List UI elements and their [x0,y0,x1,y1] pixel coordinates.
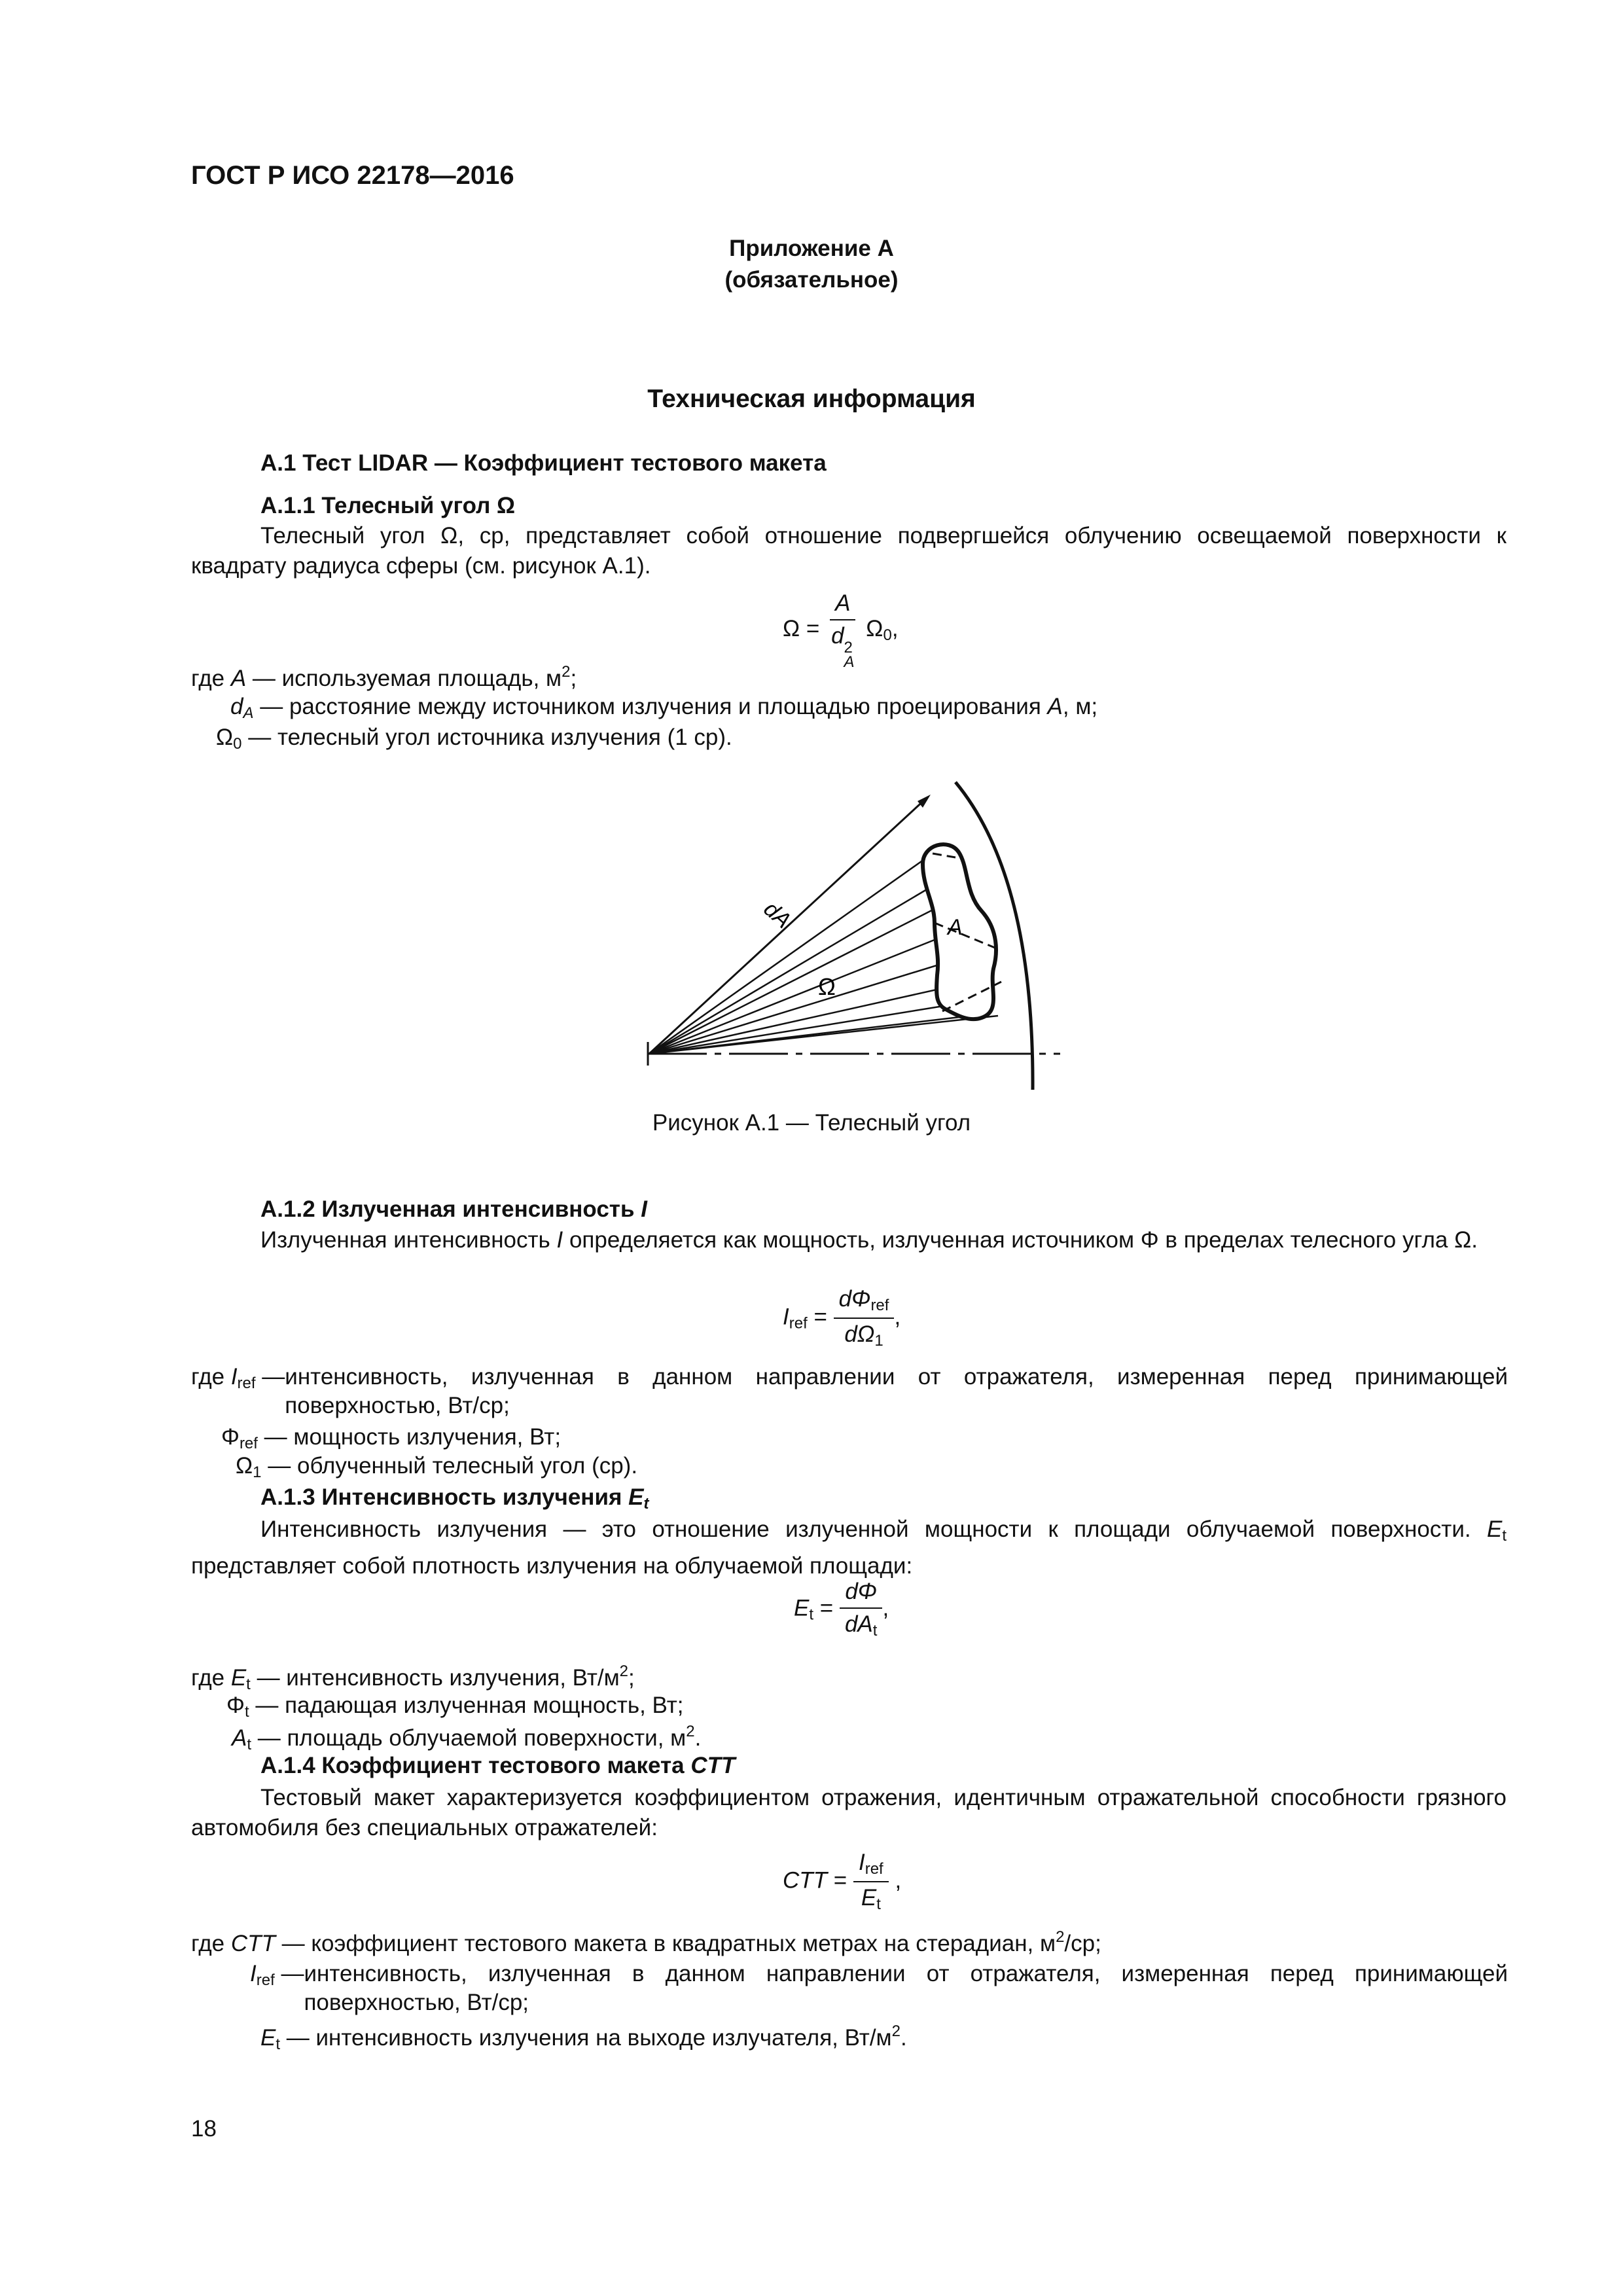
section-a12-title: А.1.2 Излученная интенсивность I [260,1196,647,1222]
formula-fraction: $\frac{d\Phi_{ref}}{d\Omega_1}$ [834,1286,895,1350]
where-row: $E_t$ — интенсивность излучения на выходе излучателя, $Вт/м^2$. [260,2022,907,2053]
where-row: $\Omega_0$ — телесный угол источника излучения (1 ср). [216,725,732,753]
section-a11-title: А.1.1 Телесный угол Ω [260,493,516,518]
where-row: где $I_{ref}$ — интенсивность, излученная в данном направлении от отражателя, измеренная перед принимающей поверхностью, Вт/ср; [191,1363,1508,1420]
formula-ctt: CTT = $\frac{I_{ref}}{E_t}$ , [783,1850,902,1913]
section-a13-title: А.1.3 Интенсивность излучения $E_t$ [260,1484,649,1513]
where-row: где $E_t$ — интенсивность излучения, $Вт/м^2$; [191,1662,635,1693]
formula-fraction: $\frac{I_{ref}}{E_t}$ [853,1850,889,1914]
label-dA: dA [758,896,796,933]
where-row: $I_{ref}$ — интенсивность, излученная в данном направлении от отражателя, измеренная перед принимающей поверхностью, Вт/ср; [250,1960,1508,2017]
formula-lhs: Ω = [783,615,820,641]
formula-numerator: A [835,590,851,616]
where-row: $\Phi_{ref}$ — мощность излучения, Вт; [221,1424,562,1452]
section-a12-text: Излученная интенсивность I определяется как мощность, излученная источником Φ в пределах телесного угла Ω. [260,1227,1478,1253]
label-A: A [948,915,963,940]
formula-denominator: d [831,623,844,649]
document-header: ГОСТ Р ИСО 22178—2016 [191,161,514,190]
section-a1-title: А.1 Тест LIDAR — Коэффициент тестового макета [260,450,827,476]
formula-rhs: Ω [866,615,883,641]
where-row: где CTT — коэффициент тестового макета в квадратных метрах на стерадиан, $м^2/ср$; [191,1928,1101,1956]
section-a14-text: Тестовый макет характеризуется коэффициентом отражения, идентичным отражательной способности грязного автомобиля без специальных отражателей: [191,1785,1507,1840]
section-a11-text [191,521,1507,581]
formula-intensity: $I_{ref}$ = $\frac{d\Phi_{ref}}{d\Omega_1}$ , [783,1286,901,1350]
main-title: Техническая информация [647,385,976,413]
formula-rhs-end: , [891,615,899,641]
figure-caption: Рисунок А.1 — Телесный угол [652,1110,971,1136]
formula-den-sup: 2 [844,639,853,656]
formula-omega [783,590,899,670]
section-a11-text-content: Телесный угол Ω, ср, представляет собой отношение подвергшейся облучению освещаемой поверхности к квадрату радиуса сферы (см. рисунок А.1). [191,523,1507,579]
page-number: 18 [191,2116,217,2142]
formula-fraction: $\frac{d\Phi}{dA_t}$ [840,1579,882,1640]
formula-rhs-sub: 0 [883,626,892,644]
where-row: где A — используемая площадь, $м^2$; [191,663,577,691]
formula-fraction [826,590,859,670]
where-text: интенсивность, излученная в данном направлении от отражателя, измеренная перед принимающей поверхностью, Вт/ср; [285,1364,1508,1418]
where-row: $d_A$ — расстояние между источником излучения и площадью проецирования A, м; [230,694,1098,722]
formula-irradiance: $E_t$ = $\frac{d\Phi}{dA_t}$ , [794,1579,889,1640]
where-text: интенсивность, излученная в данном направлении от отражателя, измеренная перед принимающей поверхностью, Вт/ср; [304,1961,1508,2015]
section-a14-title: А.1.4 Коэффициент тестового макета CTT [260,1753,736,1778]
section-a13-text: Интенсивность излучения — это отношение излученной мощности к площади облучаемой поверхности. $E_t$ представляет собой плотность излучения на облучаемой площади: [191,1516,1507,1579]
formula-den-sub: A [844,653,855,671]
figure-solid-angle [615,772,1073,1093]
label-omega: Ω [818,973,836,1000]
where-row: $\Phi_t$ — падающая излученная мощность, Вт; [226,1693,684,1721]
annex-heading [131,233,1492,296]
where-row: $A_t$ — площадь облучаемой поверхности, $м^2$. [232,1723,702,1753]
annex-status: (обязательное) [724,267,899,293]
where-row: $\Omega_1$ — облученный телесный угол (ср). [236,1453,638,1481]
annex-title: Приложение А [729,236,894,261]
